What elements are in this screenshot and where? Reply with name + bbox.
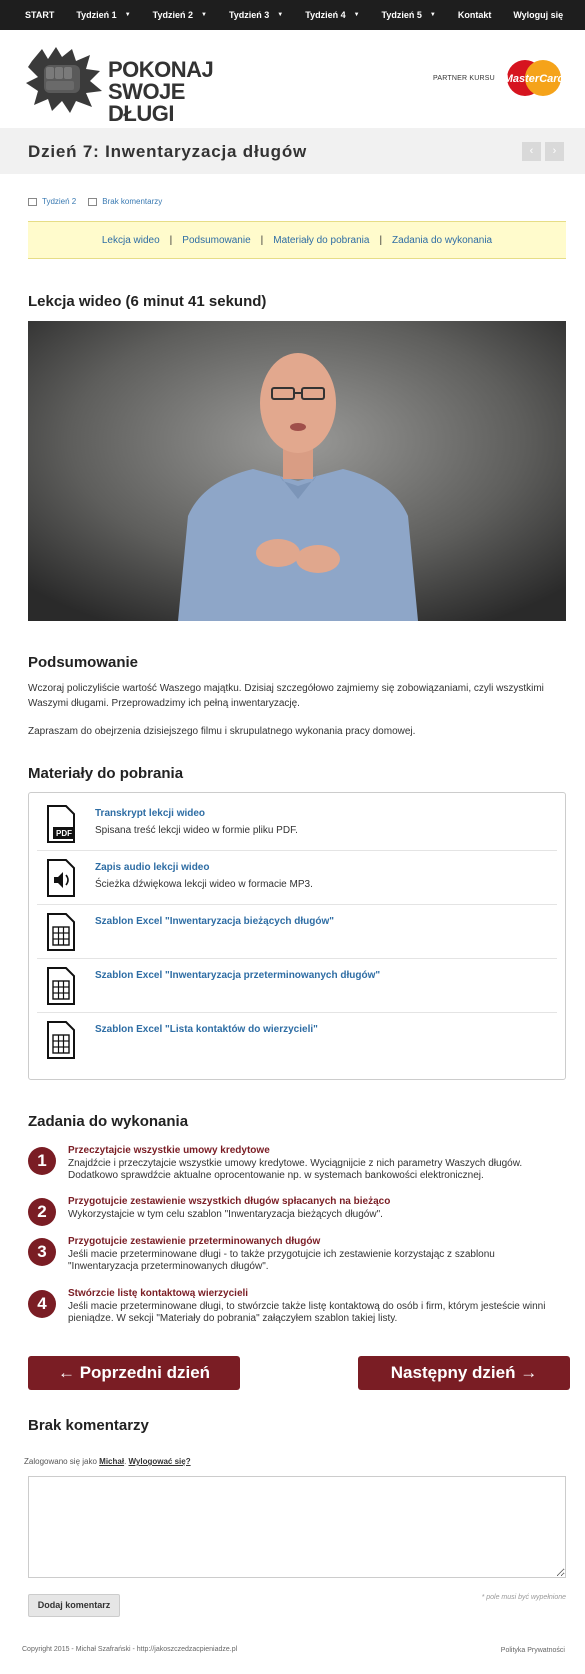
task-item <box>28 1288 568 1336</box>
next-post-button[interactable]: › <box>545 142 564 161</box>
task-desc: Wykorzystajcie w tym celu szablon "Inwentaryzacja bieżących długów". <box>68 1209 383 1220</box>
task-desc: Znajdźcie i przeczytajcie wszystkie umowy kredytowe. Wyciągnijcie z nich parametry Waszych długów. Dodatkowo sprawdźcie aktualne oprocentowanie np. w systemach bankowości elektronicznej. <box>68 1158 523 1181</box>
video-frame <box>28 321 566 621</box>
nav-start[interactable] <box>25 10 54 20</box>
spreadsheet-file-icon <box>47 913 75 951</box>
logo-text <box>108 59 216 125</box>
comments-heading: Brak komentarzy <box>28 1417 149 1434</box>
user-link[interactable]: Michał <box>99 1457 125 1466</box>
meta-category[interactable] <box>28 197 76 206</box>
spreadsheet-file-icon <box>47 967 75 1005</box>
nav-label: Wyloguj się <box>513 10 564 20</box>
task-item <box>28 1145 568 1193</box>
mastercard-logo-text: MasterCard <box>503 73 565 85</box>
fist-logo-icon <box>26 47 106 113</box>
pdf-badge: PDF <box>56 829 72 838</box>
next-day-button[interactable]: Następny dzień → <box>358 1356 570 1390</box>
nav-week-2[interactable] <box>153 10 207 20</box>
nav-label: Tydzień 4 <box>305 10 346 20</box>
prev-day-button[interactable]: ← Poprzedni dzień <box>28 1356 240 1390</box>
download-item[interactable] <box>37 851 557 905</box>
download-item[interactable] <box>37 1013 557 1067</box>
download-item[interactable] <box>37 905 557 959</box>
add-comment-button[interactable]: Dodaj komentarz <box>28 1594 120 1617</box>
task-title: Przygotujcie zestawienie wszystkich długów spłacanych na bieżąco <box>68 1196 391 1207</box>
page-title: Dzień 7: Inwentaryzacja długów <box>28 142 308 161</box>
download-item[interactable] <box>37 797 557 851</box>
section-separator: | <box>260 234 264 246</box>
pdf-file-icon <box>47 805 75 843</box>
video-heading: Lekcja wideo (6 minut 41 sekund) <box>28 293 267 310</box>
post-meta <box>28 197 174 206</box>
mastercard-logo[interactable] <box>503 58 565 98</box>
privacy-link[interactable]: Polityka Prywatności <box>500 1647 565 1654</box>
nav-label: Tydzień 1 <box>76 10 117 20</box>
summary-paragraph-2: Zapraszam do obejrzenia dzisiejszego filmu i skrupulatnego wykonania pracy domowej. <box>28 726 416 737</box>
task-desc: Jeśli macie przeterminowane długi - to także przygotujcie ich zestawienie korzystając z szablonu "Inwentaryzacja przeterminowanych długów". <box>68 1249 495 1272</box>
nav-week-3[interactable] <box>229 10 283 20</box>
download-title[interactable]: Szablon Excel "Inwentaryzacja bieżących długów" <box>95 916 334 927</box>
nav-week-5[interactable] <box>382 10 436 20</box>
tasks-heading: Zadania do wykonania <box>28 1113 189 1130</box>
comment-textarea[interactable] <box>28 1476 566 1578</box>
task-title: Przygotujcie zestawienie przeterminowanych długów <box>68 1236 321 1247</box>
nav-logout[interactable] <box>513 10 563 20</box>
section-link-downloads[interactable]: Materiały do pobrania <box>273 234 370 246</box>
logout-link[interactable]: Wylogować się? <box>128 1457 191 1466</box>
footer-copyright: Copyright 2015 - Michał Szafrański - http://jakoszczedzacpieniadze.pl <box>22 1646 238 1653</box>
nav-label: Tydzień 2 <box>152 10 193 20</box>
nav-label: START <box>25 10 55 20</box>
required-note: * pole musi być wypełnione <box>481 1594 566 1601</box>
caret-down-icon: ▼ <box>353 12 360 18</box>
nav-label: Tydzień 5 <box>381 10 422 20</box>
login-note <box>24 1457 191 1466</box>
folder-icon <box>28 198 37 206</box>
login-prefix: Zalogowano się jako <box>24 1457 100 1466</box>
section-separator: | <box>379 234 383 246</box>
video-player[interactable] <box>28 321 566 621</box>
download-title[interactable]: Transkrypt lekcji wideo <box>95 808 206 819</box>
caret-down-icon: ▼ <box>429 12 436 18</box>
section-link-tasks[interactable]: Zadania do wykonania <box>392 234 493 246</box>
download-item[interactable] <box>37 959 557 1013</box>
task-title: Stwórzcie listę kontaktową wierzycieli <box>68 1288 249 1299</box>
download-title[interactable]: Szablon Excel "Lista kontaktów do wierzycieli" <box>95 1024 318 1035</box>
download-title[interactable]: Szablon Excel "Inwentaryzacja przeterminowanych długów" <box>95 970 381 981</box>
title-bar <box>0 128 585 174</box>
task-title: Przeczytajcie wszystkie umowy kredytowe <box>68 1145 270 1156</box>
download-desc: Ścieżka dźwiękowa lekcji wideo w formacie MP3. <box>95 879 313 890</box>
nav-week-1[interactable] <box>76 10 130 20</box>
comment-icon <box>88 198 97 206</box>
section-link-summary[interactable]: Podsumowanie <box>182 234 251 246</box>
caret-down-icon: ▼ <box>124 12 131 18</box>
task-desc: Jeśli macie przeterminowane długi, to stwórzcie także listę kontaktową do osób i firm, którym jesteście winni pieniądze. W sekcji "Materiały do pobrania" załączyłem szablon takiej listy. <box>68 1301 546 1324</box>
login-separator: . <box>124 1457 129 1466</box>
task-number-badge: 1 <box>28 1147 56 1175</box>
nav-label: Kontakt <box>457 10 492 20</box>
section-nav <box>28 221 566 259</box>
site-logo[interactable] <box>26 47 216 126</box>
audio-file-icon <box>47 859 75 897</box>
caret-down-icon: ▼ <box>200 12 207 18</box>
section-link-video[interactable]: Lekcja wideo <box>101 234 160 246</box>
task-number-badge: 4 <box>28 1290 56 1318</box>
partner-label: PARTNER KURSU <box>433 75 495 82</box>
top-navigation <box>0 0 585 30</box>
section-separator: | <box>169 234 173 246</box>
summary-heading: Podsumowanie <box>28 654 139 671</box>
task-number-badge: 2 <box>28 1198 56 1226</box>
task-number-badge: 3 <box>28 1238 56 1266</box>
logo-line-2: SWOJE DŁUGI <box>108 79 185 126</box>
download-desc: Spisana treść lekcji wideo w formie pliku PDF. <box>95 825 298 836</box>
logo-line-1: POKONAJ <box>108 57 214 82</box>
task-item <box>28 1236 568 1284</box>
spreadsheet-file-icon <box>47 1021 75 1059</box>
summary-paragraph-1: Wczoraj policzyliście wartość Waszego majątku. Dzisiaj szczegółowo zajmiemy się zobowiązaniami, czyli wszystkimi Waszymi długami. Przeprowadzimy ich pełną inwentaryzację. <box>28 683 544 709</box>
caret-down-icon: ▼ <box>277 12 284 18</box>
nav-week-4[interactable] <box>305 10 359 20</box>
nav-contact[interactable] <box>458 10 492 20</box>
download-title[interactable]: Zapis audio lekcji wideo <box>95 862 210 873</box>
downloads-box <box>28 792 566 1080</box>
nav-label: Tydzień 3 <box>228 10 270 20</box>
meta-category-label: Tydzień 2 <box>42 197 77 206</box>
meta-comments-label: Brak komentarzy <box>102 197 163 206</box>
downloads-heading: Materiały do pobrania <box>28 765 184 782</box>
meta-comments[interactable] <box>88 197 162 206</box>
site-header <box>0 30 585 128</box>
prev-post-button[interactable]: ‹ <box>522 142 541 161</box>
